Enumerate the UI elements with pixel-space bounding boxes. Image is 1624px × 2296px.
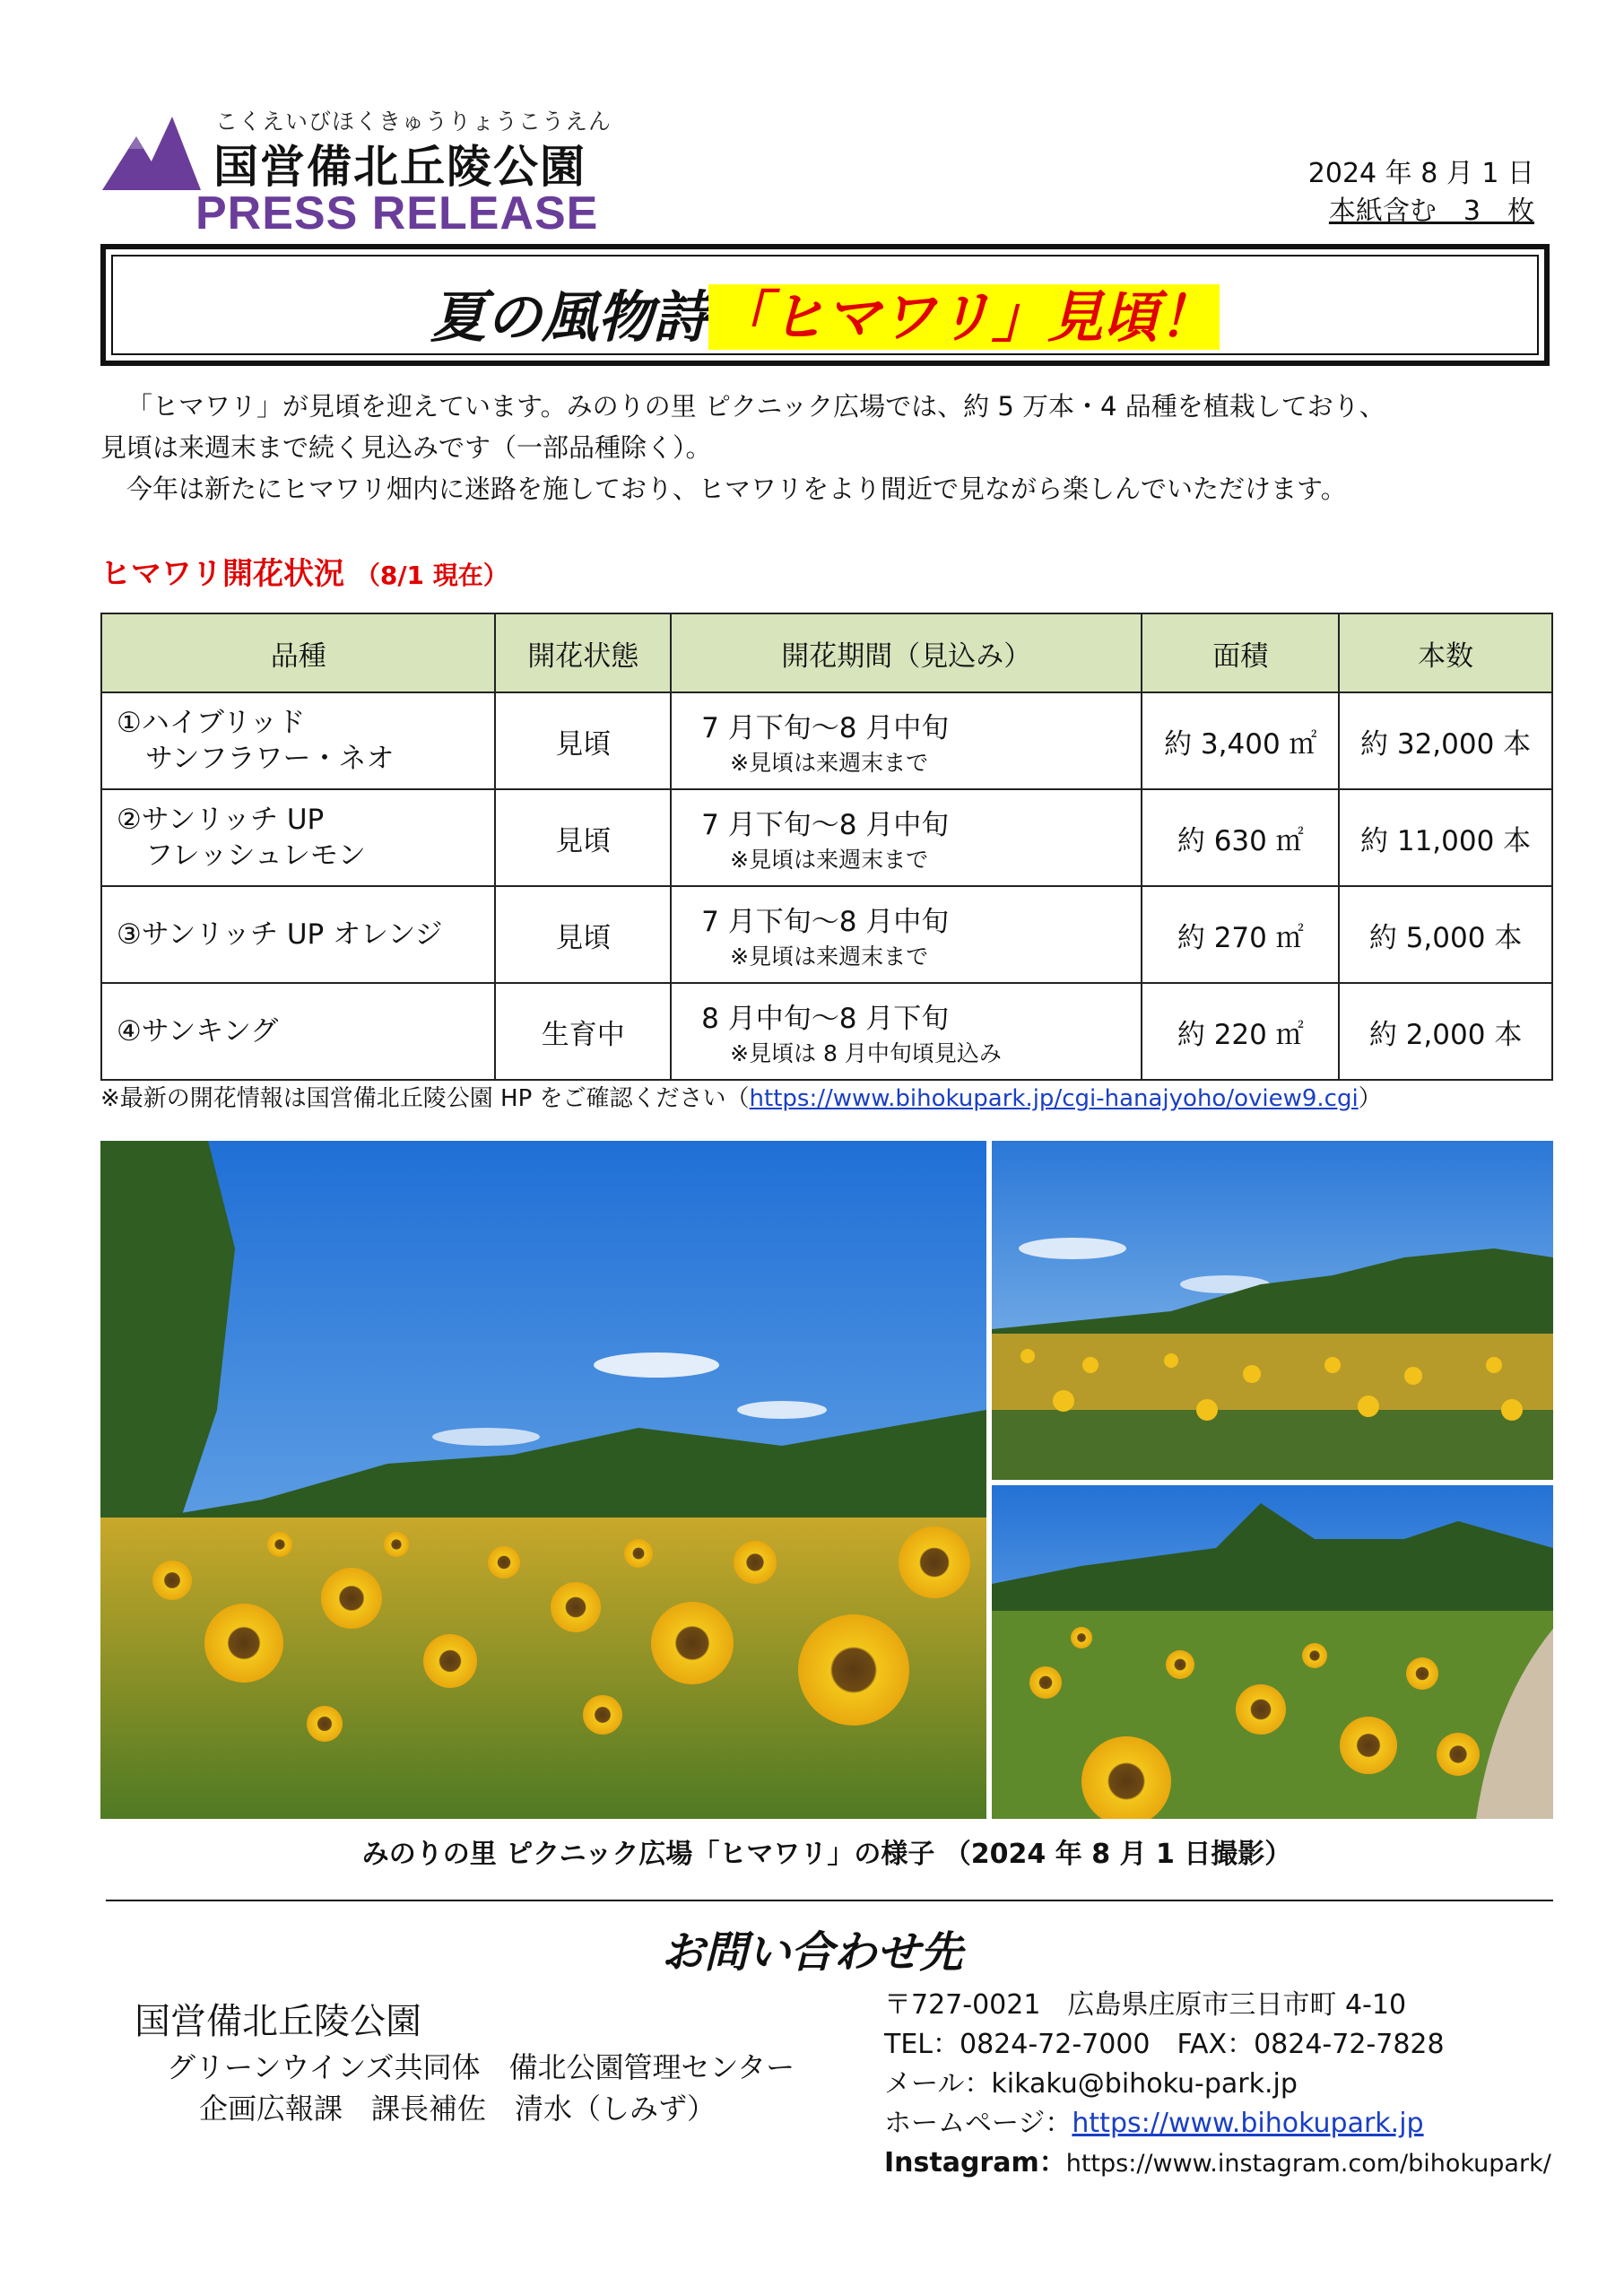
section-heading — [100, 549, 508, 593]
contact-person: 企画広報課 課長補佐 清水（しみず） — [199, 2092, 716, 2126]
title-lead: 夏の風物詩 — [430, 284, 708, 350]
header-area: 面積 — [1142, 613, 1339, 692]
bloom-info-note — [100, 1080, 1382, 1113]
contact-tel-fax: TEL：0824-72-7000 FAX：0824-72-7828 — [884, 2029, 1445, 2060]
period-cell — [671, 692, 1142, 789]
homepage-label: ホームページ： — [884, 2108, 1073, 2139]
variety-name-line2: フレッシュレモン — [145, 839, 366, 872]
period-range: 8 月中旬～8 月下旬 — [701, 1002, 950, 1035]
status-cell: 見頃 — [495, 886, 671, 983]
variety-name-line1: ①ハイブリッド — [117, 707, 306, 739]
table-header-row — [101, 613, 1552, 692]
header-count: 本数 — [1339, 613, 1552, 692]
count-cell: 約 11,000 本 — [1339, 789, 1552, 886]
contact-address: 〒727-0021 広島県庄原市三日市町 4-10 — [884, 1989, 1407, 2021]
intro-paragraph-3: 今年は新たにヒマワリ畑内に迷路を施しており、ヒマワリをより間近で見ながら楽しんでいただけます。 — [126, 474, 1347, 504]
logo-org-name: 国営備北丘陵公園 — [213, 141, 586, 193]
note-text: ※最新の開花情報は国営備北丘陵公園 HP をご確認ください（ — [100, 1085, 750, 1112]
area-cell: 約 220 ㎡ — [1142, 983, 1339, 1080]
variety-cell — [101, 789, 495, 886]
variety-name-line1: ②サンリッチ UP — [117, 804, 325, 836]
section-as-of: （8/1 現在） — [354, 561, 508, 590]
sunflower-field-photo-top-right — [992, 1141, 1553, 1480]
mountain-logo-icon — [102, 113, 201, 190]
bloom-info-link[interactable]: https://www.bihokupark.jp/cgi-hanajyoho/oview9.cgi — [749, 1085, 1359, 1112]
period-note: ※見頃は来週末まで — [730, 846, 929, 873]
contact-mail: メール：kikaku@bihoku-park.jp — [884, 2068, 1298, 2100]
intro-paragraph-1: 「ヒマワリ」が見頃を迎えています。みのりの里 ピクニック広場では、約 5 万本・4 品種を植栽しており、 — [126, 391, 1385, 422]
period-range: 7 月下旬～8 月中旬 — [701, 905, 950, 938]
header-status: 開花状態 — [495, 613, 671, 692]
homepage-link[interactable]: https://www.bihokupark.jp — [1072, 2108, 1424, 2139]
status-cell: 生育中 — [495, 983, 671, 1080]
variety-name-line2: サンフラワー・ネオ — [145, 743, 395, 775]
title-inner-frame — [111, 255, 1539, 355]
bloom-status-table — [100, 613, 1553, 1081]
table-row — [101, 789, 1552, 886]
variety-cell: ③サンリッチ UP オレンジ — [101, 886, 495, 983]
page-title — [113, 273, 1537, 352]
title-box — [100, 244, 1550, 366]
period-range: 7 月下旬～8 月中旬 — [701, 711, 950, 744]
period-note: ※見頃は 8 月中旬頃見込み — [730, 1039, 1002, 1066]
header-variety: 品種 — [101, 613, 495, 692]
table-row — [101, 886, 1552, 983]
period-note: ※見頃は来週末まで — [730, 749, 929, 776]
sunflower-field-photo-main — [100, 1141, 986, 1819]
title-highlight: 「ヒマワリ」見頃！ — [708, 284, 1220, 350]
period-cell — [671, 886, 1142, 983]
note-close: ） — [1358, 1085, 1382, 1112]
photo-caption: みのりの里 ピクニック広場「ヒマワリ」の様子 （2024 年 8 月 1 日撮影） — [361, 1839, 1292, 1870]
table-row — [101, 983, 1552, 1080]
contact-dept: グリーンウインズ共同体 備北公園管理センター — [167, 2050, 795, 2084]
instagram-url[interactable]: https://www.instagram.com/bihokupark/ — [1065, 2150, 1551, 2178]
variety-cell — [101, 692, 495, 789]
sunflower-field-photo-bottom-right — [992, 1485, 1553, 1819]
contact-homepage — [884, 2100, 1424, 2140]
header-period: 開花期間（見込み） — [671, 613, 1142, 692]
section-title: ヒマワリ開花状況 — [100, 556, 344, 592]
period-cell — [671, 983, 1142, 1080]
press-release-label: PRESS RELEASE — [195, 187, 599, 239]
release-date: 2024 年 8 月 1 日 — [1307, 158, 1534, 189]
contact-instagram — [884, 2140, 1551, 2179]
period-cell — [671, 789, 1142, 886]
count-cell: 約 32,000 本 — [1339, 692, 1552, 789]
count-cell: 約 5,000 本 — [1339, 886, 1552, 983]
page-count: 本紙含む 3 枚 — [1328, 196, 1534, 227]
variety-cell: ④サンキング — [101, 983, 495, 1080]
area-cell: 約 270 ㎡ — [1142, 886, 1339, 983]
divider — [106, 1900, 1553, 1901]
intro-paragraph-2: 見頃は来週末まで続く見込みです（一部品種除く）。 — [100, 432, 712, 463]
table-row — [101, 692, 1552, 789]
area-cell: 約 3,400 ㎡ — [1142, 692, 1339, 789]
area-cell: 約 630 ㎡ — [1142, 789, 1339, 886]
contact-org: 国営備北丘陵公園 — [135, 2001, 421, 2042]
status-cell: 見頃 — [495, 692, 671, 789]
status-cell: 見頃 — [495, 789, 671, 886]
instagram-label: Instagram： — [884, 2147, 1066, 2179]
contact-heading: お問い合わせ先 — [661, 1927, 963, 1978]
period-note: ※見頃は来週末まで — [730, 943, 929, 970]
logo-ruby: こくえいびほくきゅうりょうこうえん — [215, 109, 612, 135]
count-cell: 約 2,000 本 — [1339, 983, 1552, 1080]
period-range: 7 月下旬～8 月中旬 — [701, 808, 950, 841]
